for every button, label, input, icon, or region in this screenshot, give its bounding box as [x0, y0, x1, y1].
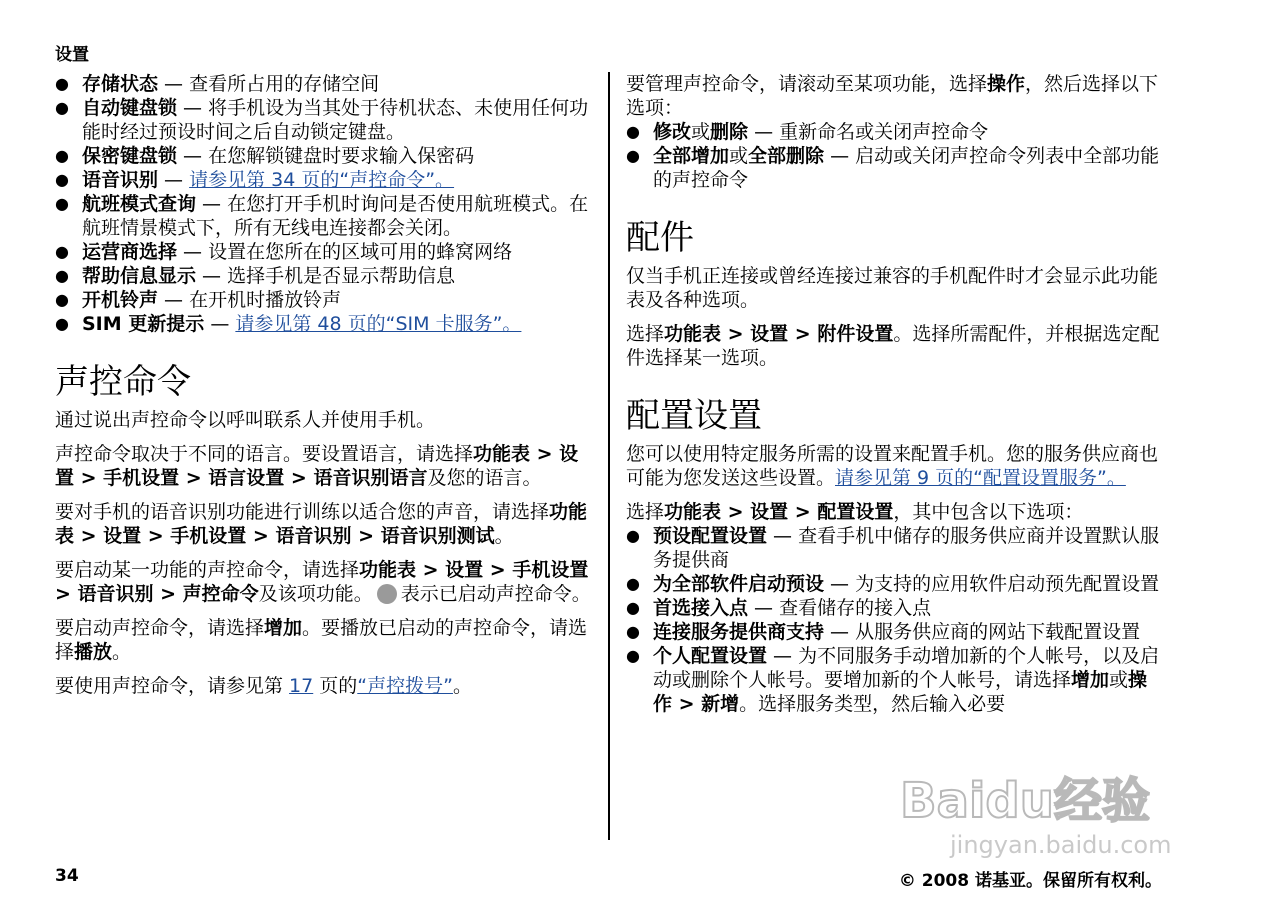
item-desc: — 选择手机是否显示帮助信息: [196, 265, 456, 287]
item-desc: — 将手机设为当其处于待机状态、未使用任何功能时经过预设时间之后自动锁定键盘。: [82, 97, 589, 143]
item-desc: — 在开机时播放铃声: [158, 289, 342, 311]
menu-path: 功能表 > 设置 > 手机设置 > 语音识别 > 语音识别测试: [55, 501, 588, 547]
menu-path: 功能表 > 设置 > 附件设置: [664, 323, 894, 345]
page-number: 34: [55, 866, 79, 886]
list-item: [55, 72, 595, 96]
running-header: 设置: [55, 45, 89, 65]
right-column: [626, 72, 1166, 716]
menu-path: 功能表 > 设置 > 手机设置 > 语音识别 > 声控命令: [55, 559, 589, 605]
list-item: ● 全部增加或全部删除 — 启动或关闭声控命令列表中全部功能的声控命令: [626, 144, 1166, 192]
paragraph: 要启动声控命令，请选择增加。要播放已启动的声控命令，请选择播放。: [55, 617, 588, 663]
item-desc: — 查看所占用的存储空间: [158, 73, 380, 95]
menu-path: 功能表 > 设置 > 配置设置: [664, 501, 894, 523]
item-term: 帮助信息显示: [82, 265, 197, 287]
svg-text:jingyan.baidu.com: jingyan.baidu.com: [950, 831, 1172, 859]
paragraph: 选择功能表 > 设置 > 附件设置。选择所需配件，并根据选定配件选择某一选项。: [626, 323, 1160, 369]
copyright-notice: © 2008 诺基亚。保留所有权利。: [898, 871, 1162, 891]
list-item: ● 为全部软件启动预设 — 为支持的应用软件启动预先配置设置: [626, 572, 1166, 596]
cross-reference-link[interactable]: 请参见第 48 页的“SIM 卡服务”。: [235, 313, 522, 335]
paragraph: 要启动某一功能的声控命令，请选择功能表 > 设置 > 手机设置 > 语音识别 > 声控命令及该项功能。 表示已启动声控命令。: [55, 559, 591, 605]
cross-reference-link[interactable]: “声控拨号”: [357, 675, 453, 697]
item-desc: —: [158, 169, 190, 191]
config-options-list: [626, 524, 1166, 716]
section-title-voice-commands: 声控命令: [55, 362, 191, 402]
item-term: 开机铃声: [82, 289, 159, 311]
list-item: ● 连接服务提供商支持 — 从服务供应商的网站下载配置设置: [626, 620, 1166, 644]
menu-path: 功能表 > 设置 > 手机设置 > 语言设置 > 语音识别语言: [55, 443, 579, 489]
page-link[interactable]: 17: [289, 675, 314, 697]
paragraph: 选择功能表 > 设置 > 配置设置，其中包含以下选项：: [626, 501, 1084, 523]
paragraph: 要管理声控命令，请滚动至某项功能，选择操作，然后选择以下选项：: [626, 73, 1159, 119]
item-desc: — 设置在您所在的区域可用的蜂窝网络: [177, 241, 513, 263]
list-item: [55, 144, 595, 168]
paragraph: 通过说出声控命令以呼叫联系人并使用手机。: [55, 409, 436, 431]
item-desc: — 在您解锁键盘时要求输入保密码: [177, 145, 475, 167]
cross-reference-link[interactable]: 请参见第 9 页的“配置设置服务”。: [835, 467, 1126, 489]
svg-text:Baidu经验: Baidu经验: [900, 773, 1150, 829]
paragraph: 声控命令取决于不同的语言。要设置语言，请选择功能表 > 设置 > 手机设置 > 语言设置 > 语音识别语言及您的语言。: [55, 443, 579, 489]
item-desc: — 在您打开手机时询问是否使用航班模式。在航班情景模式下，所有无线电连接都会关闭。: [82, 193, 589, 239]
list-item: [55, 240, 595, 264]
item-term: 航班模式查询: [82, 193, 197, 215]
list-item: [55, 192, 595, 240]
list-item: [55, 312, 595, 336]
baidu-jingyan-watermark: [890, 765, 1210, 865]
section-title-configuration: 配置设置: [626, 396, 762, 436]
item-term: 存储状态: [82, 73, 159, 95]
list-item: [55, 288, 595, 312]
list-item: [55, 264, 595, 288]
section-title-accessories: 配件: [626, 218, 694, 258]
settings-list: [55, 72, 595, 336]
left-column: [55, 72, 595, 698]
options-list: [626, 120, 1166, 192]
cross-reference-link[interactable]: 请参见第 34 页的“声控命令”。: [189, 169, 455, 191]
list-item: [55, 168, 595, 192]
item-term: SIM 更新提示: [82, 313, 205, 335]
paragraph: 要对手机的语音识别功能进行训练以适合您的声音，请选择功能表 > 设置 > 手机设置 > 语音识别 > 语音识别测试。: [55, 501, 588, 547]
item-term: 语音识别: [82, 169, 159, 191]
list-item: [55, 96, 595, 144]
item-term: 运营商选择: [82, 241, 178, 263]
column-divider: [608, 72, 610, 840]
paragraph: 您可以使用特定服务所需的设置来配置手机。您的服务供应商也可能为您发送这些设置。请参见第 9 页的“配置设置服务”。: [626, 443, 1159, 489]
list-item: ● 预设配置设置 — 查看手机中储存的服务供应商并设置默认服务提供商: [626, 524, 1166, 572]
voice-command-icon: [377, 584, 397, 604]
list-item: ● 个人配置设置 — 为不同服务手动增加新的个人帐号，以及启动或删除个人帐号。要增加新的个人帐号，请选择增加或操作 > 新增。选择服务类型，然后输入必要: [626, 644, 1166, 716]
list-item: ● 修改或删除 — 重新命名或关闭声控命令: [626, 120, 1166, 144]
item-desc: —: [204, 313, 236, 335]
paragraph: 仅当手机正连接或曾经连接过兼容的手机配件时才会显示此功能表及各种选项。: [626, 265, 1159, 311]
paragraph: 要使用声控命令，请参见第 17 页的“声控拨号”。: [55, 675, 472, 697]
item-term: 自动键盘锁: [82, 97, 178, 119]
item-term: 保密键盘锁: [82, 145, 178, 167]
list-item: ● 首选接入点 — 查看储存的接入点: [626, 596, 1166, 620]
